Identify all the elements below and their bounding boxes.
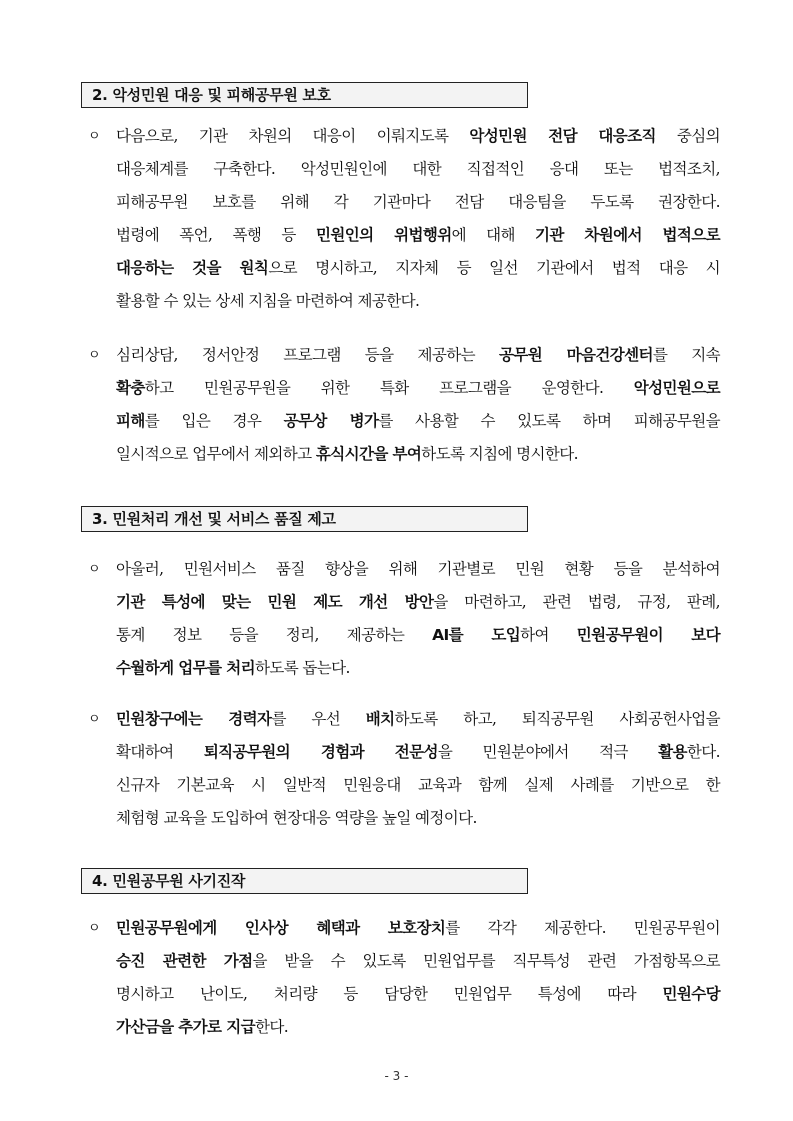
heading-section-4: 4. 민원공무원 사기진작: [81, 868, 528, 894]
plain-text: 을 마련하고, 관련 법령, 규정, 판례,: [433, 593, 720, 611]
plain-text: 명시하고 난이도, 처리량 등 담당한 민원업무 특성에 따라: [116, 985, 663, 1003]
plain-text: 하고 민원공무원을 위한 특화 프로그램을 운영한다.: [144, 379, 634, 397]
bold-text: 민원공무원에게 인사상 혜택과 보호장치: [116, 919, 446, 937]
plain-text: 한다.: [686, 743, 720, 761]
bold-text: 민원창구에는 경력자: [116, 710, 272, 728]
text-line: [116, 153, 720, 186]
bullet-marker: ㅇ: [88, 129, 100, 144]
plain-text: 심리상담, 정서안정 프로그램 등을 제공하는: [116, 346, 500, 364]
bold-text: 대응하는 것을 원칙: [116, 259, 269, 277]
text-line: [116, 553, 720, 586]
plain-text: 을 민원분야에서 적극: [437, 743, 659, 761]
heading-section-2: 2. 악성민원 대응 및 피해공무원 보호: [81, 82, 528, 108]
bullet-2-2: [88, 339, 720, 471]
plain-text: 아울러, 민원서비스 품질 향상을 위해 기관별로 민원 현황 등을 분석하여: [116, 560, 720, 578]
bold-text: 승진 관련한 가점: [116, 952, 253, 970]
text-line: [116, 769, 720, 802]
text-line: [116, 978, 720, 1011]
bold-text: 수월하게 업무를 처리: [116, 659, 255, 677]
bold-text: 피해: [116, 412, 145, 430]
plain-text: 법령에 폭언, 폭행 등: [116, 226, 316, 244]
text-line: [116, 219, 720, 252]
bullet-2-1: [88, 120, 720, 318]
text-line: [116, 945, 720, 978]
bold-text: 공무상 병가: [283, 412, 379, 430]
plain-text: 를 각각 제공한다. 민원공무원이: [445, 919, 720, 937]
bold-text: 활용: [658, 743, 687, 761]
bullet-3-2: [88, 703, 720, 835]
bold-text: 공무원 마음건강센터: [499, 346, 653, 364]
bold-text: 민원수당: [662, 985, 720, 1003]
bold-text: 기관 차원에서 법적으로: [535, 226, 721, 244]
plain-text: 를 지속: [652, 346, 720, 364]
text-line: [116, 1011, 720, 1044]
text-line: [116, 912, 720, 945]
bold-text: 휴식시간을 부여: [315, 445, 422, 463]
bullet-text: [116, 339, 720, 471]
text-line: [116, 736, 720, 769]
plain-text: 으로 명시하고, 지자체 등 일선 기관에서 법적 대응 시: [268, 259, 721, 277]
plain-text: 를 입은 경우: [144, 412, 284, 430]
plain-text: 통계 정보 등을 정리, 제공하는: [116, 626, 433, 644]
text-line: [116, 405, 720, 438]
bold-text: AI를 도입: [432, 626, 521, 644]
text-line: [116, 285, 720, 318]
bullet-text: [116, 120, 720, 318]
text-line: [116, 652, 720, 685]
plain-text: 하도록 하고, 퇴직공무원 사회공헌사업을: [394, 710, 720, 728]
bold-text: 배치: [365, 710, 395, 728]
bold-text: 확충: [116, 379, 145, 397]
bold-text: 민원공무원이 보다: [576, 626, 721, 644]
plain-text: 를 사용할 수 있도록 하며 피해공무원을: [378, 412, 720, 430]
page-number: - 3 -: [384, 1069, 409, 1083]
bullet-4-1: [88, 912, 720, 1044]
plain-text: 에 대해: [451, 226, 536, 244]
plain-text: 확대하여: [116, 743, 204, 761]
plain-text: 체험형 교육을 도입하여 현장대응 역량을 높일 예정이다.: [116, 809, 477, 827]
plain-text: 한다.: [254, 1018, 289, 1036]
bullet-text: [116, 553, 720, 685]
bullet-text: [116, 912, 720, 1044]
plain-text: 중심의: [655, 127, 720, 145]
plain-text: 하도록 돕는다.: [254, 659, 350, 677]
text-line: [116, 619, 720, 652]
bold-text: 기관 특성에 맞는 민원 제도 개선 방안: [116, 593, 434, 611]
text-line: [116, 339, 720, 372]
text-line: [116, 372, 720, 405]
plain-text: 활용할 수 있는 상세 지침을 마련하여 제공한다.: [116, 292, 420, 310]
text-line: [116, 438, 720, 471]
plain-text: 하여: [520, 626, 577, 644]
bullet-marker: ㅇ: [88, 712, 100, 727]
plain-text: 일시적으로 업무에서 제외하고: [116, 445, 316, 463]
bullet-marker: ㅇ: [88, 562, 100, 577]
bullet-marker: ㅇ: [88, 921, 100, 936]
plain-text: 신규자 기본교육 시 일반적 민원응대 교육과 함께 실제 사례를 기반으로 한: [116, 776, 720, 794]
bold-text: 민원인의 위법행위: [315, 226, 452, 244]
bold-text: 가산금을 추가로 지급: [116, 1018, 255, 1036]
bullet-marker: ㅇ: [88, 348, 100, 363]
text-line: [116, 120, 720, 153]
heading-section-3: 3. 민원처리 개선 및 서비스 품질 제고: [81, 506, 528, 532]
plain-text: 을 받을 수 있도록 민원업무를 직무특성 관련 가점항목으로: [252, 952, 720, 970]
plain-text: 하도록 지침에 명시한다.: [421, 445, 578, 463]
plain-text: 다음으로, 기관 차원의 대응이 이뤄지도록: [116, 127, 470, 145]
bullet-text: [116, 703, 720, 835]
bullet-3-1: [88, 553, 720, 685]
bold-text: 악성민원 전담 대응조직: [469, 127, 656, 145]
plain-text: 피해공무원 보호를 위해 각 기관마다 전담 대응팀을 두도록 권장한다.: [116, 193, 720, 211]
text-line: [116, 252, 720, 285]
text-line: [116, 703, 720, 736]
plain-text: 를 우선: [271, 710, 366, 728]
text-line: [116, 586, 720, 619]
bold-text: 퇴직공무원의 경험과 전문성: [203, 743, 438, 761]
text-line: [116, 802, 720, 835]
bold-text: 악성민원으로: [633, 379, 720, 397]
plain-text: 대응체계를 구축한다. 악성민원인에 대한 직접적인 응대 또는 법적조치,: [116, 160, 720, 178]
text-line: [116, 186, 720, 219]
